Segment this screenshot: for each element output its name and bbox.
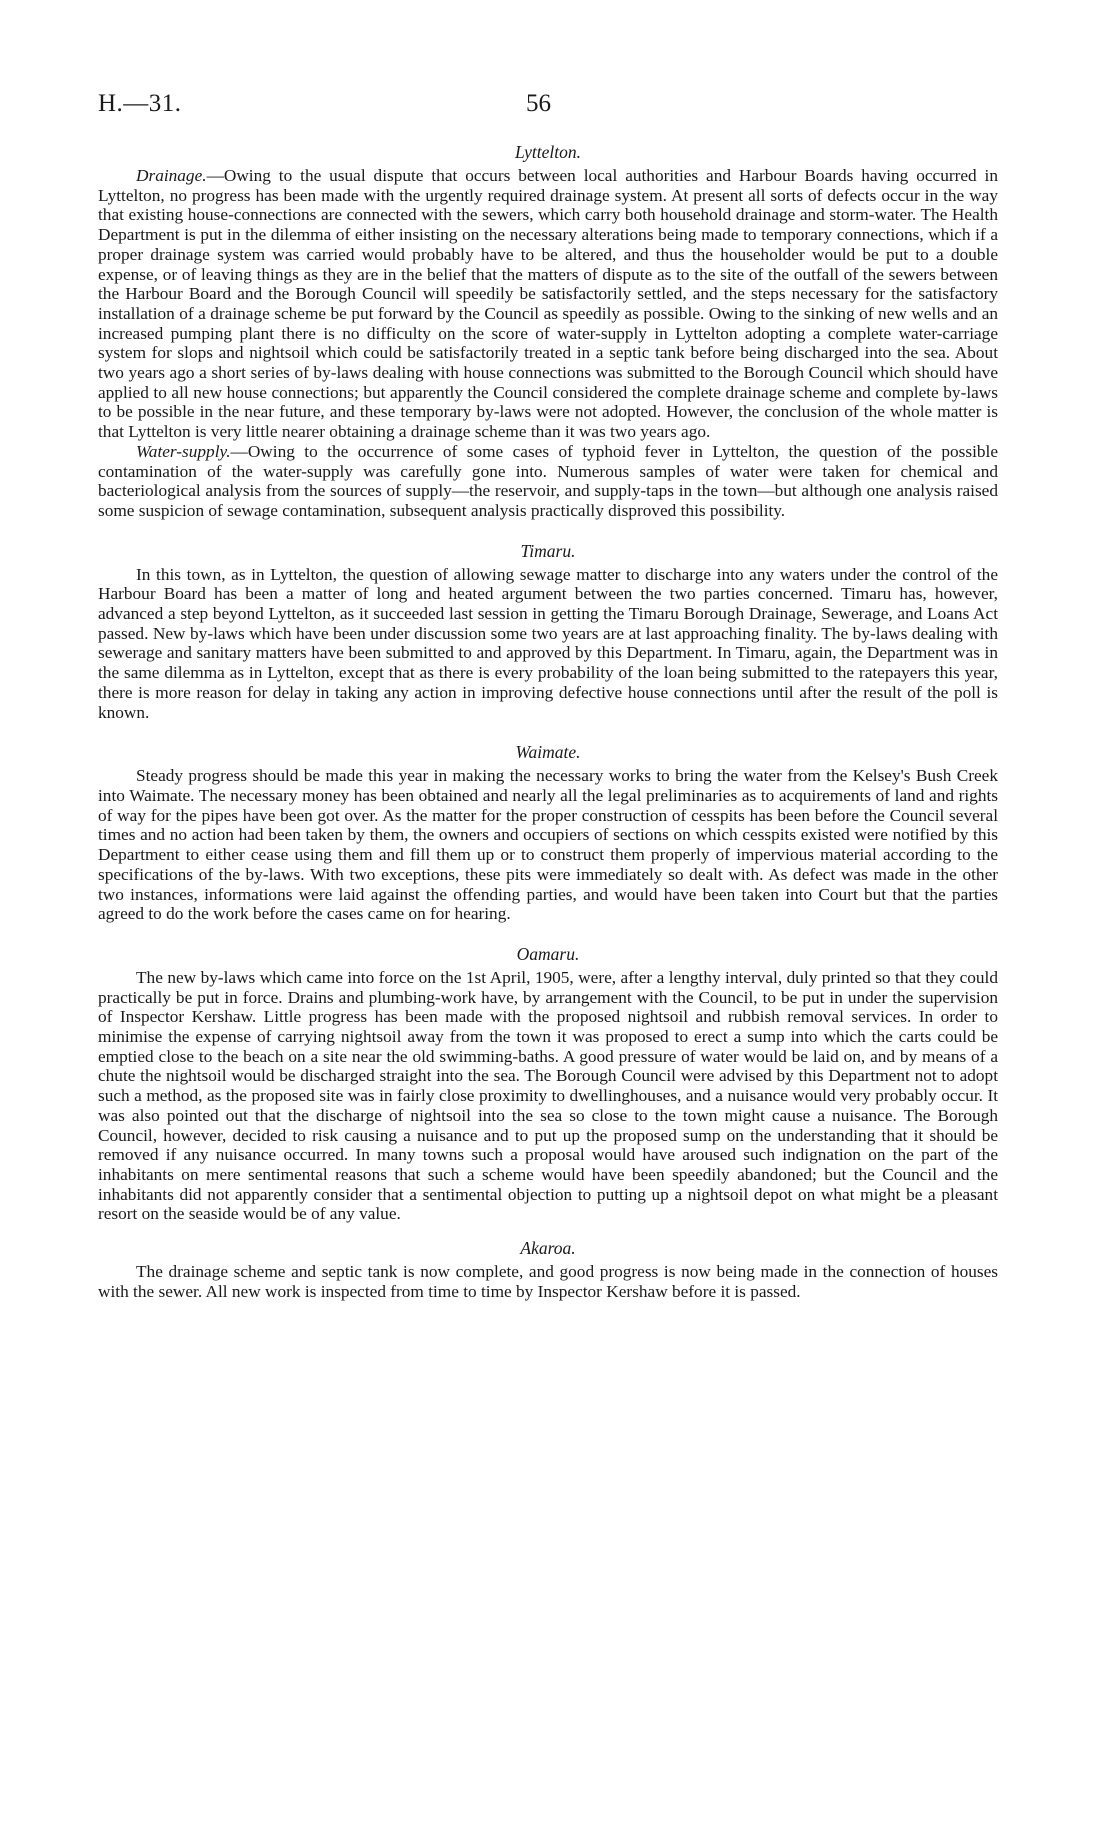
page-body — [98, 140, 998, 1301]
document-reference: H.—31. — [98, 90, 182, 117]
page-header — [98, 90, 998, 124]
section-heading-lyttelton: Lyttelton. — [514, 142, 582, 162]
paragraph-akaroa: The drainage scheme and septic tank is now complete, and good progress is now being made in the connection of houses with the sewer. All new work is inspected from time to time by Inspector Kershaw before it is passed. — [98, 1262, 998, 1301]
section-gap — [98, 924, 998, 942]
section-heading-timaru: Timaru. — [520, 540, 576, 561]
section-heading-akaroa: Akaroa. — [520, 1238, 576, 1259]
section-waimate — [98, 740, 998, 924]
section-lyttelton — [98, 140, 998, 521]
section-gap — [98, 722, 998, 740]
section-akaroa — [98, 1236, 998, 1301]
section-gap — [98, 521, 998, 539]
paragraph-text: —Owing to the occurrence of some cases of typhoid fever in Lyttelton, the question of the possible contamination of the water-supply was carefully gone into. Numerous samples of water were taken for chemical and bacteriological analysis from the sources of supply—the reservoir, and supply-taps in the town—but although one analysis raised some suspicion of sewage contamination, subsequent analysis practically disproved this possibility. — [98, 441, 998, 520]
paragraph-oamaru: The new by-laws which came into force on the 1st April, 1905, were, after a lengthy interval, duly printed so that they could practically be put in force. Drains and plumbing-work have, by arrangement with the Council, to be put in under the supervision of Inspector Kershaw. Little progress has been made with the proposed nightsoil and rubbish removal services. In order to minimise the expense of carrying nightsoil away from the town it was proposed to erect a sump into which the carts could be emptied close to the beach on a site near the old swimming-baths. A good pressure of water would be laid on, and by means of a chute the nightsoil would be discharged straight into the sea. The Borough Council were advised by this Department not to adopt such a method, as the proposed site was in fairly close proximity to dwellinghouses, and a nuisance would very probably occur. It was also pointed out that the discharge of nightsoil into the sea so close to the town might cause a nuisance. The Borough Council, however, decided to risk causing a nuisance and to put up the proposed sump on the understanding that it should be removed if any nuisance occurred. In many towns such a proposal would have aroused such indignation on the part of the inhabitants on mere sentimental reasons that such a scheme would have been speedily abandoned; but the Council and the inhabitants did not apparently consider that a sentimental objection to putting up a nightsoil depot on what might be a pleasant resort on the seaside would be of any value. — [98, 967, 998, 1224]
page-number: 56 — [526, 90, 551, 117]
paragraph-lyttelton-water-supply — [98, 442, 998, 521]
subheading-water-supply: Water-supply. — [136, 441, 231, 461]
section-heading-waimate: Waimate. — [515, 742, 581, 763]
paragraph-lyttelton-drainage — [98, 166, 998, 442]
paragraph-timaru: In this town, as in Lyttelton, the question of allowing sewage matter to discharge into any waters under the control of the Harbour Board has been a matter of long and heated argument between the two parties concerned. Timaru has, however, advanced a step beyond Lyttelton, as it succeeded last session in getting the Timaru Borough Drainage, Sewerage, and Loans Act passed. New by-laws which have been under discussion some two years are at last approaching finality. The by-laws dealing with sewerage and sanitary matters have been submitted to and approved by this Department. In Timaru, again, the Department was in the same dilemma as in Lyttelton, except that as there is every probability of the loan being submitted to the ratepayers this year, there is more reason for delay in taking any action in improving defective house connections until after the result of the poll is known. — [98, 564, 998, 722]
subheading-drainage: Drainage. — [136, 166, 207, 185]
paragraph-waimate: Steady progress should be made this year in making the necessary works to bring the water from the Kelsey's Bush Creek into Waimate. The necessary money has been obtained and nearly all the legal preliminaries as to acquirements of land and rights of way for the pipes have been got over. As the matter for the proper construction of cesspits has been before the Council several times and no action had been taken by them, the owners and occupiers of sections on which cesspits existed were notified by this Department to either cease using them and fill them up or to construct them properly of impervious material according to the specifications of the by-laws. With two exceptions, these pits were immediately so dealt with. As defect was made in the other two instances, informations were laid against the offending parties, and would have been taken into Court but that the parties agreed to do the work before the cases came on for hearing. — [98, 766, 998, 924]
section-heading-oamaru: Oamaru. — [516, 943, 580, 964]
paragraph-text: —Owing to the usual dispute that occurs between local authorities and Harbour Boards having occurred in Lyttelton, no progress has been made with the urgently required drainage system. At present all sorts of defects occur in the way that existing house-connections are connected with the sewers, which carry both household drainage and storm-water. The Health Department is put in the dilemma of either insisting on the necessary alterations being made to temporary connections, which if a proper drainage system was carried would probably have to be altered, and thus the householder would be put to a double expense, or of leaving things as they are in the belief that the matters of dispute as to the site of the outfall of the sewers between the Harbour Board and the Borough Council will speedily be satisfactorily settled, and the steps necessary for the satisfactory installation of a drainage scheme be put forward by the Council as speedily as possible. Owing to the sinking of new wells and an increased pumping plant there is no difficulty on the score of water-supply in Lyttelton adopting a complete water-carriage system for slops and nightsoil which could be satisfactorily treated in a septic tank before being discharged into the sea. About two years ago a short series of by-laws dealing with house connections was submitted to the Borough Council which should have applied to all new house connections; but apparently the Council considered the complete drainage scheme and complete by-laws to be possible in the near future, and these temporary by-laws were not adopted. However, the conclusion of the whole matter is that Lyttelton is very little nearer obtaining a drainage scheme than it was two years ago. — [98, 166, 998, 442]
section-oamaru — [98, 942, 998, 1224]
section-timaru — [98, 539, 998, 723]
section-gap — [98, 1224, 998, 1236]
